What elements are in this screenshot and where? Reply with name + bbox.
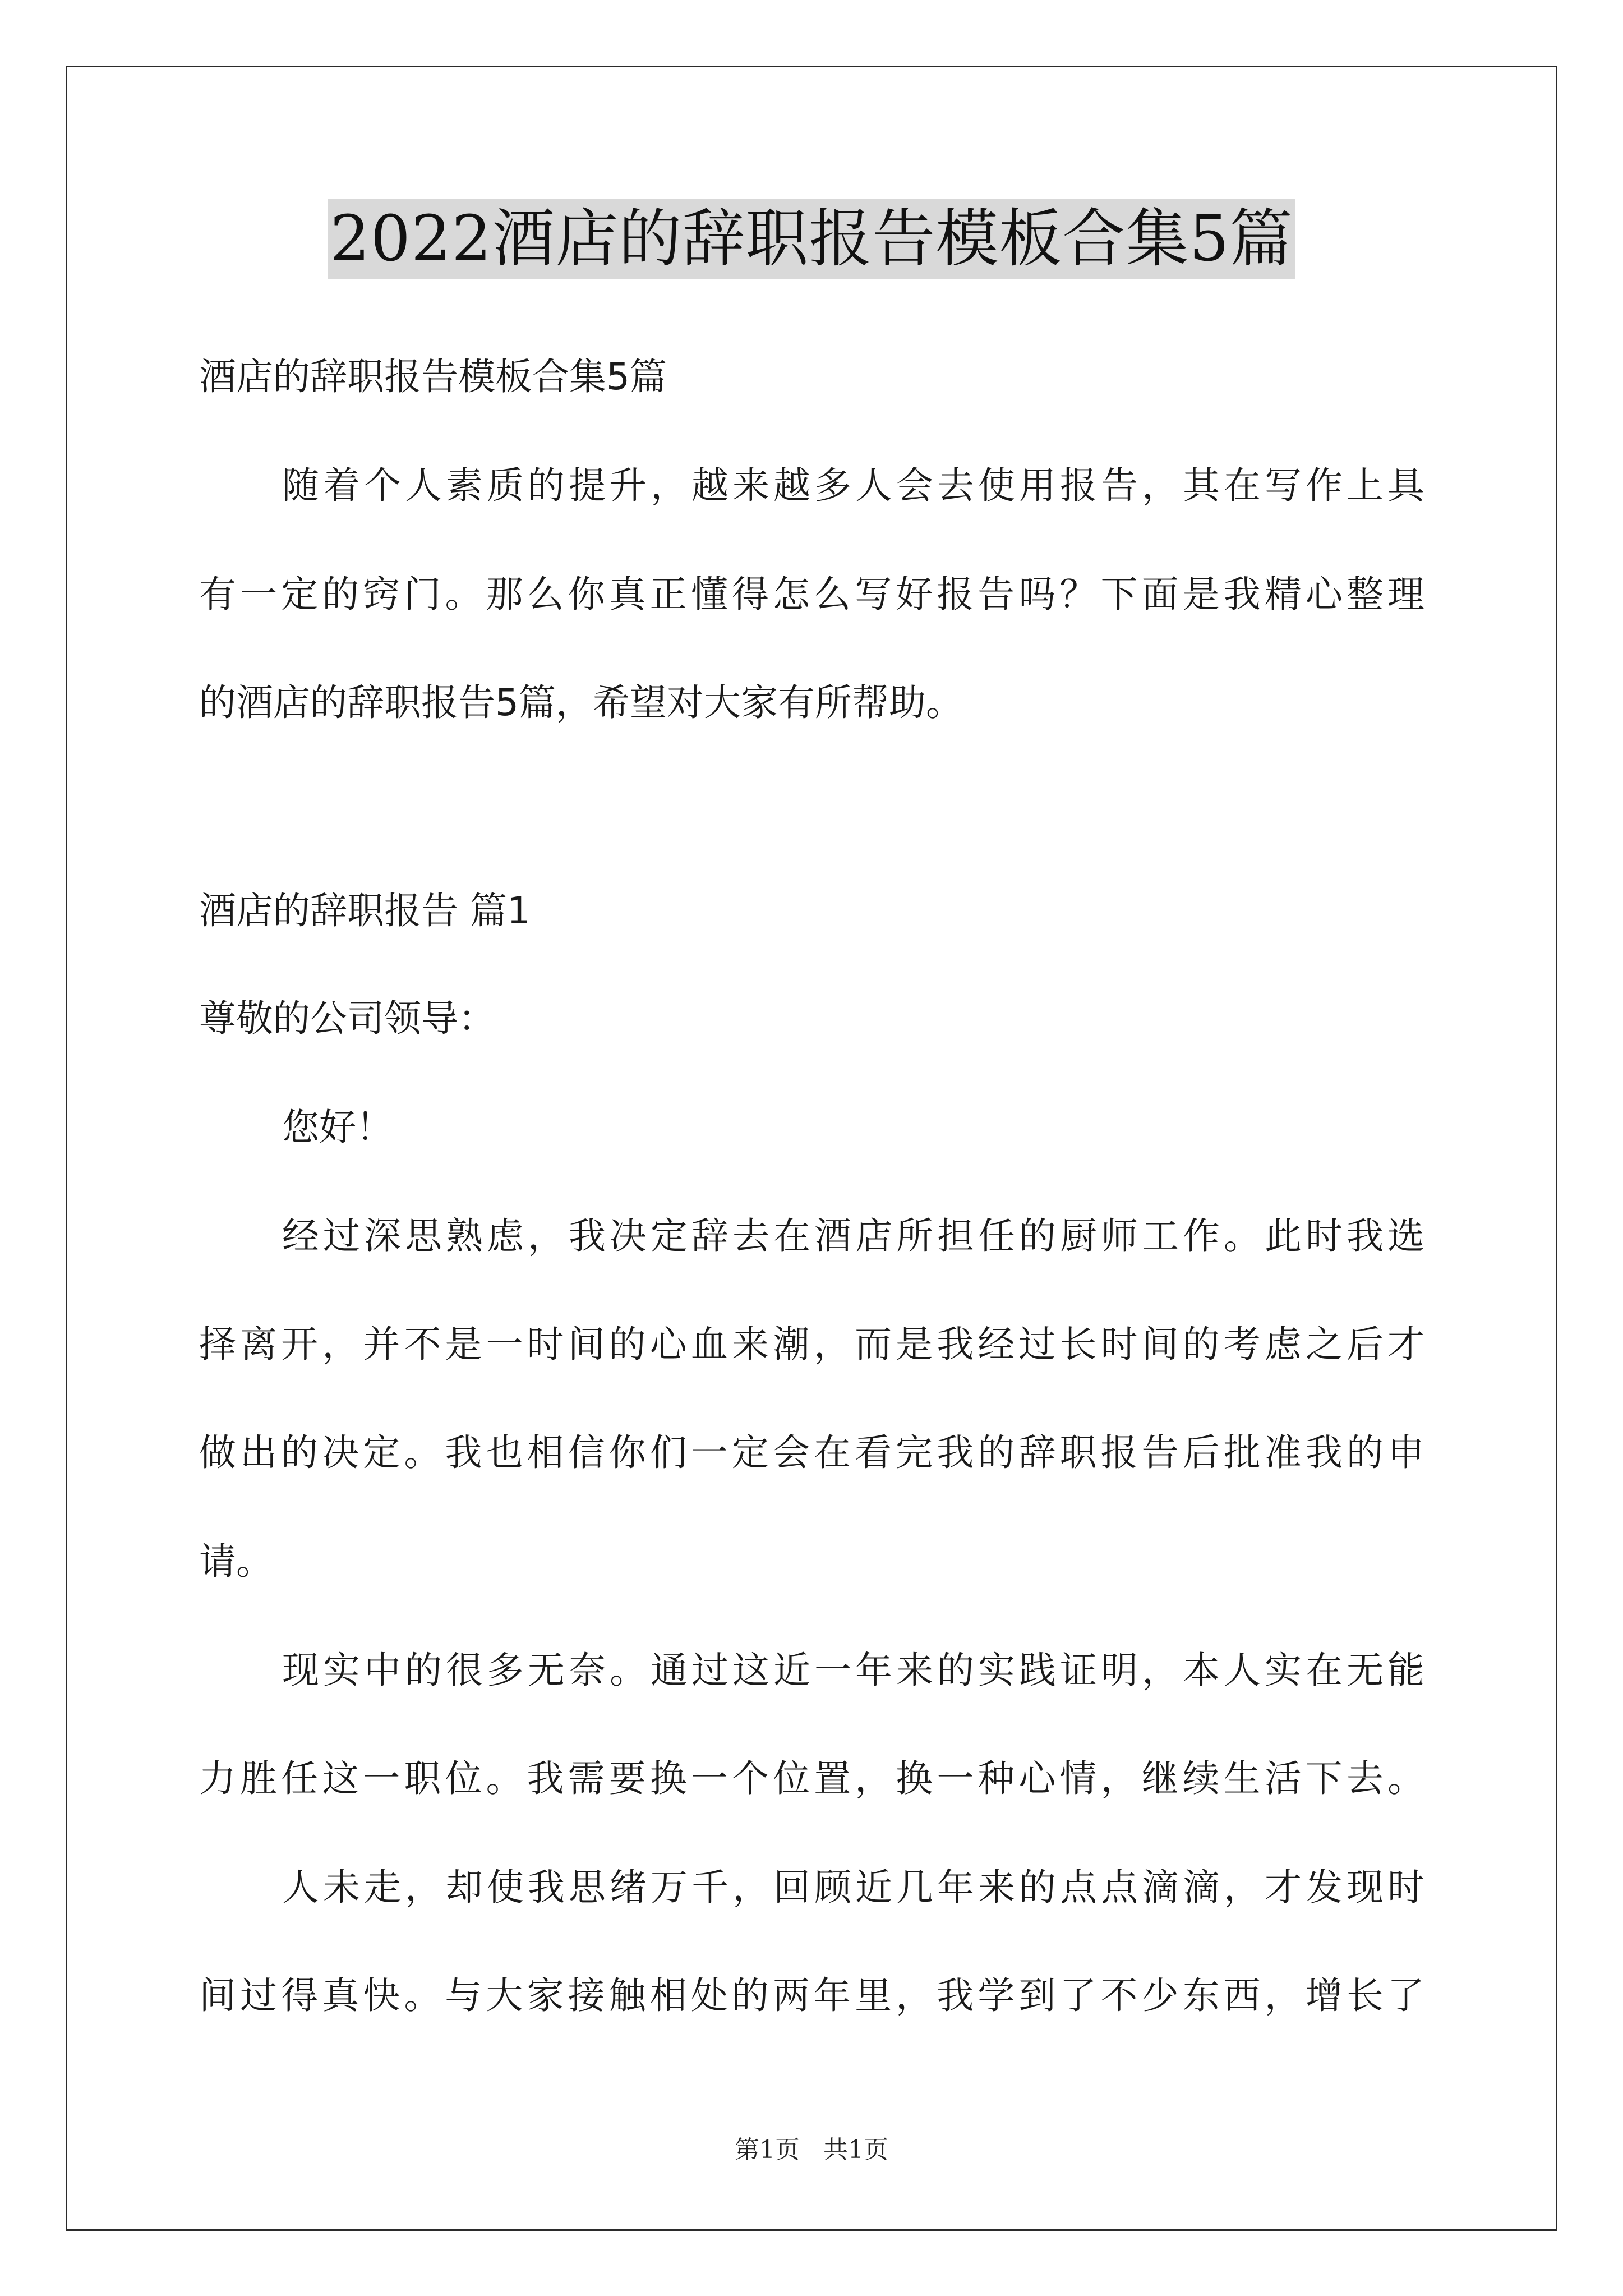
paragraph1-line-3-text: 做出的决定。我也相信你们一定会在看完我的辞职报告后批准我的申 (199, 1431, 1424, 1474)
intro-line-3: 的酒店的辞职报告5篇，希望对大家有所帮助。 (199, 681, 963, 724)
salutation: 尊敬的公司领导： (199, 997, 495, 1040)
intro-line-1 (282, 463, 1424, 508)
intro-line-1-text: 随着个人素质的提升，越来越多人会去使用报告，其在写作上具 (282, 464, 1424, 507)
paragraph1-line-4: 请。 (199, 1540, 273, 1583)
paragraph2-line-1-text: 现实中的很多无奈。通过这近一年来的实践证明，本人实在无能 (282, 1649, 1424, 1692)
paragraph1-line-1 (282, 1214, 1424, 1259)
paragraph1-line-1-text: 经过深思熟虑，我决定辞去在酒店所担任的厨师工作。此时我选 (282, 1214, 1424, 1258)
paragraph2-line-1 (282, 1648, 1424, 1693)
title-container (0, 199, 1623, 279)
subtitle: 酒店的辞职报告模板合集5篇 (199, 355, 667, 398)
paragraph2-line-2-text: 力胜任这一职位。我需要换一个位置，换一种心情，继续生活下去。 (199, 1757, 1424, 1800)
page-number-current: 第1页 (735, 2136, 800, 2164)
paragraph3-line-1 (282, 1865, 1424, 1910)
paragraph3-line-1-text: 人未走，却使我思绪万千，回顾近几年来的点点滴滴，才发现时 (282, 1866, 1424, 1909)
page-footer (0, 2136, 1623, 2165)
paragraph3-line-2 (199, 1973, 1424, 2018)
intro-line-2 (199, 572, 1424, 617)
intro-line-2-text: 有一定的窍门。那么你真正懂得怎么写好报告吗？下面是我精心整理 (199, 573, 1424, 616)
paragraph1-line-2 (199, 1322, 1424, 1367)
paragraph2-line-2 (199, 1756, 1424, 1801)
paragraph1-line-2-text: 择离开，并不是一时间的心血来潮，而是我经过长时间的考虑之后才 (199, 1323, 1424, 1366)
paragraph1-line-3 (199, 1430, 1424, 1475)
greeting: 您好！ (282, 1106, 393, 1149)
page-number-total: 共1页 (823, 2136, 888, 2164)
document-title: 2022酒店的辞职报告模板合集5篇 (328, 199, 1295, 279)
paragraph3-line-2-text: 间过得真快。与大家接触相处的两年里，我学到了不少东西，增长了 (199, 1974, 1424, 2017)
section-heading: 酒店的辞职报告 篇1 (199, 889, 531, 932)
